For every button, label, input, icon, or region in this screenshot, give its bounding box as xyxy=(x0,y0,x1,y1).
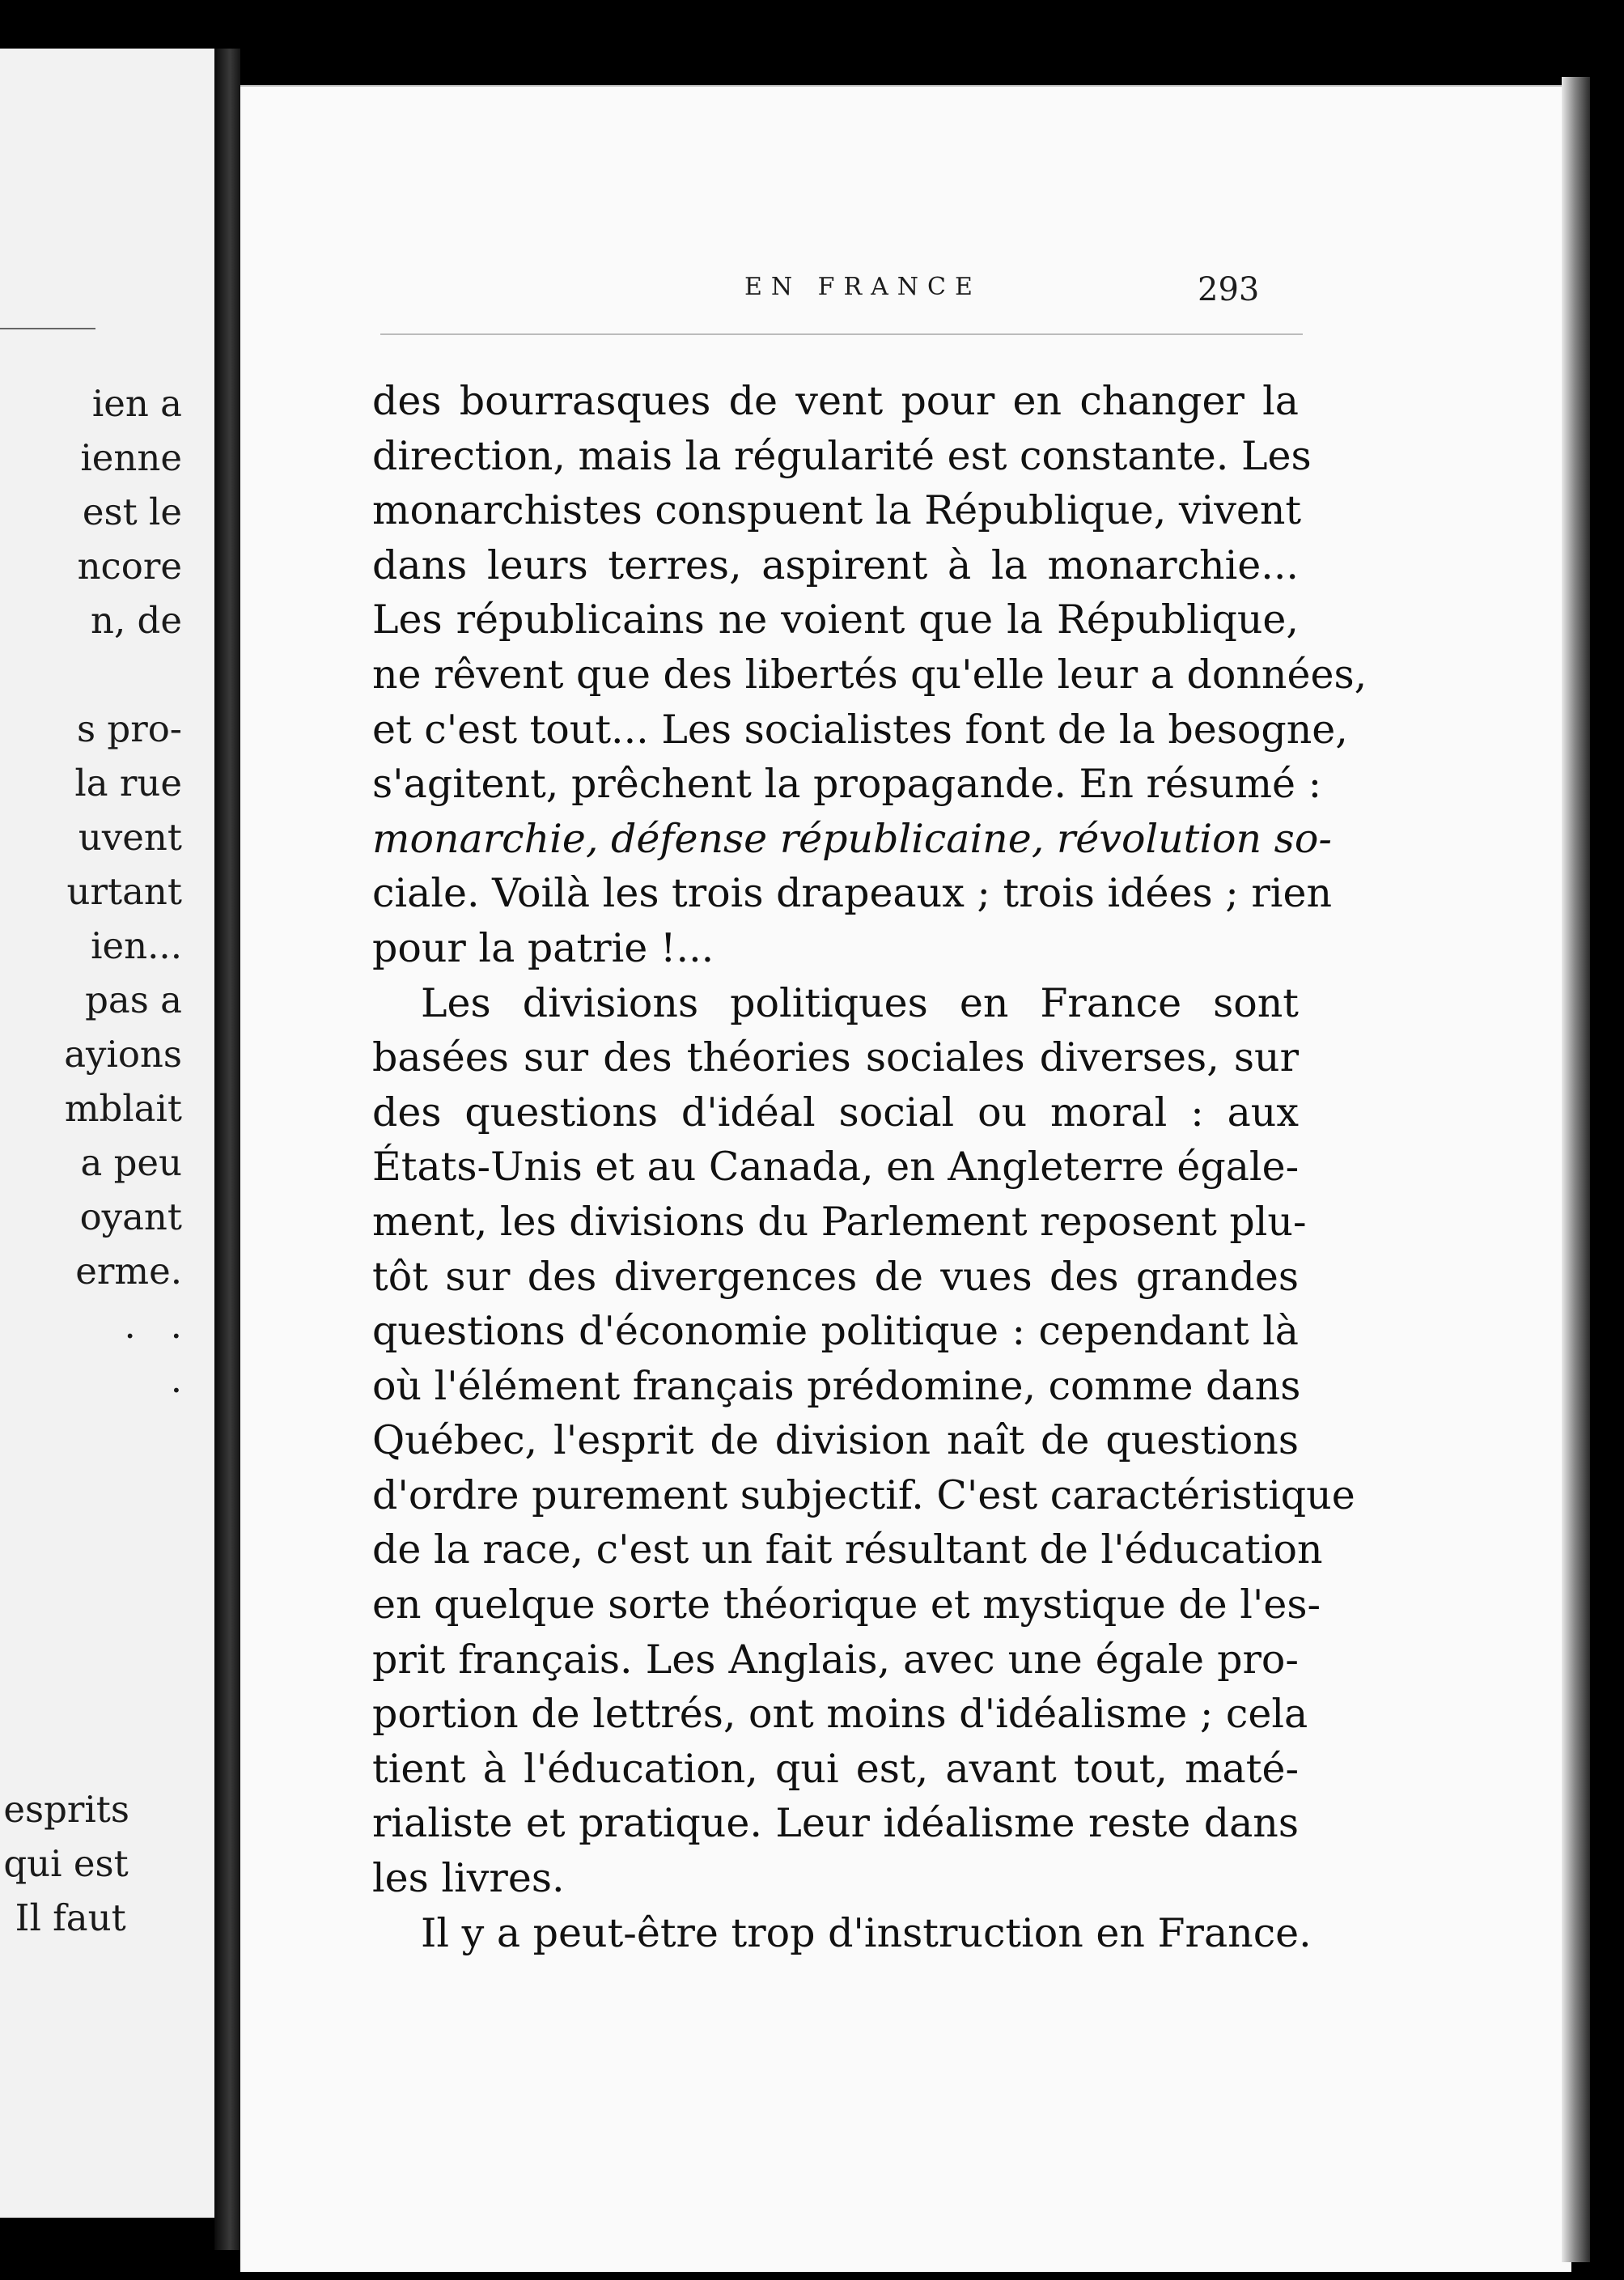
left-line: Il faut xyxy=(3,1896,126,1939)
text-line: ment, les divisions du Parlement reposent plu- xyxy=(372,1198,1307,1245)
text-line: s'agitent, prêchent la propagande. En résumé : xyxy=(372,761,1322,808)
left-line: qui est xyxy=(3,1842,129,1885)
left-page xyxy=(0,49,214,2218)
left-page-text-bottom xyxy=(3,1782,129,1945)
header-rule xyxy=(380,333,1303,335)
page-number: 293 xyxy=(1198,271,1260,308)
left-page-rule xyxy=(0,328,95,329)
left-line: mblait xyxy=(64,1087,182,1130)
running-title: EN FRANCE xyxy=(744,273,982,301)
left-line: uvent xyxy=(78,816,182,859)
text-line: monarchistes conspuent la République, vivent xyxy=(372,487,1302,534)
left-line: la rue xyxy=(74,762,182,805)
text-line: tôt sur des divergences de vues des grandes xyxy=(372,1253,1299,1300)
body-text xyxy=(372,374,1367,1960)
text-line-paragraph-start: Il y a peut-être trop d'instruction en France. xyxy=(421,1909,1312,1956)
text-line: ciale. Voilà les trois drapeaux ; trois idées ; rien xyxy=(372,870,1333,917)
left-line xyxy=(64,647,182,702)
text-line: Québec, l'esprit de division naît de questions xyxy=(372,1417,1299,1464)
text-line: États-Unis et au Canada, en Angleterre égale- xyxy=(372,1144,1300,1191)
left-line: ien a xyxy=(91,382,182,425)
text-line: des bourrasques de vent pour en changer la xyxy=(372,378,1299,424)
left-line: oyant xyxy=(79,1195,182,1238)
left-line: ayions xyxy=(64,1033,182,1076)
left-line: urtant xyxy=(66,870,182,913)
text-line: ne rêvent que des libertés qu'elle leur a données, xyxy=(372,651,1367,698)
left-line: erme. xyxy=(75,1250,182,1293)
text-line: où l'élément français prédomine, comme dans xyxy=(372,1362,1301,1409)
text-line-italic: monarchie, défense républicaine, révolution so- xyxy=(372,815,1332,862)
left-line: . . xyxy=(124,1304,182,1347)
left-line: . xyxy=(170,1358,182,1401)
text-line: en quelque sorte théorique et mystique de l'es- xyxy=(372,1582,1321,1628)
page-edge-shadow xyxy=(1562,77,1590,2262)
text-line: de la race, c'est un fait résultant de l'éducation xyxy=(372,1526,1323,1573)
left-line: ienne xyxy=(80,436,182,479)
text-line-paragraph-start: Les divisions politiques en France sont xyxy=(421,979,1299,1026)
text-line: tient à l'éducation, qui est, avant tout, maté- xyxy=(372,1745,1299,1792)
left-page-text-top xyxy=(64,376,182,1407)
text-line: prit français. Les Anglais, avec une égale pro- xyxy=(372,1636,1299,1683)
left-line: ien... xyxy=(91,924,182,967)
text-line-paragraph-end: pour la patrie !... xyxy=(372,924,714,971)
left-line: esprits xyxy=(3,1788,129,1831)
text-line: des questions d'idéal social ou moral : aux xyxy=(372,1089,1299,1136)
text-line: portion de lettrés, ont moins d'idéalisme ; cela xyxy=(372,1691,1308,1738)
left-line: n, de xyxy=(90,599,182,642)
text-line: Les républicains ne voient que la République, xyxy=(372,597,1299,643)
text-line-paragraph-end: les livres. xyxy=(372,1855,565,1902)
left-line: a peu xyxy=(80,1141,182,1184)
left-line: pas a xyxy=(85,979,182,1021)
text-line: questions d'économie politique : cependant là xyxy=(372,1308,1299,1355)
book-gutter xyxy=(214,49,240,2250)
left-line: ncore xyxy=(77,545,182,588)
text-line: d'ordre purement subjectif. C'est caractéristique xyxy=(372,1471,1355,1518)
text-line: dans leurs terres, aspirent à la monarchie... xyxy=(372,541,1299,588)
text-line: basées sur des théories sociales diverses, sur xyxy=(372,1034,1299,1081)
text-line: direction, mais la régularité est constante. Les xyxy=(372,432,1312,479)
text-line: rialiste et pratique. Leur idéalisme reste dans xyxy=(372,1800,1299,1847)
left-line: s pro- xyxy=(76,707,182,750)
left-line: est le xyxy=(82,490,182,533)
text-line: et c'est tout... Les socialistes font de la besogne, xyxy=(372,706,1348,753)
